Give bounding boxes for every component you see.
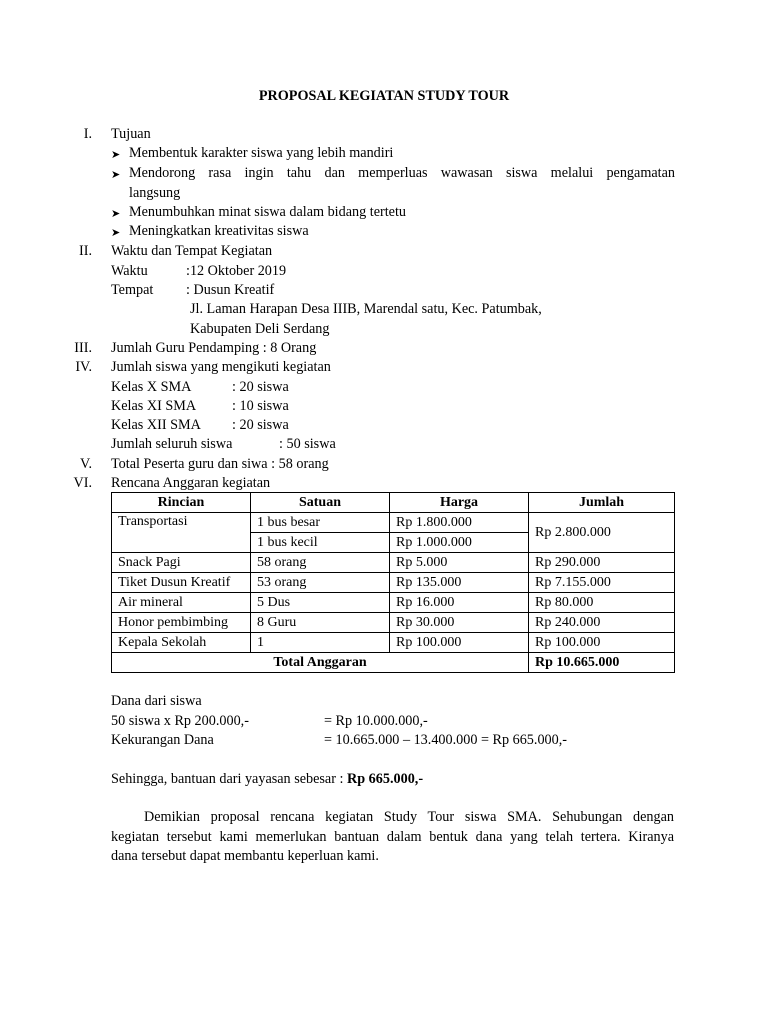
table-row bbox=[112, 633, 675, 653]
cell-harga: Rp 16.000 bbox=[390, 593, 529, 613]
arrow-bullet-icon: ➤ bbox=[111, 148, 121, 161]
waktu-label: Waktu bbox=[111, 263, 148, 279]
cell-jumlah: Rp 100.000 bbox=[529, 633, 675, 653]
section-number: III. bbox=[74, 340, 92, 356]
column-header: Jumlah bbox=[529, 493, 675, 513]
kekurangan-calc: = 10.665.000 – 13.400.000 = Rp 665.000,- bbox=[324, 732, 568, 748]
cell-harga: Rp 135.000 bbox=[390, 573, 529, 593]
cell-jumlah: Rp 240.000 bbox=[529, 613, 675, 633]
total-anggaran-label: Total Anggaran bbox=[112, 653, 529, 673]
class-value: : 10 siswa bbox=[232, 398, 289, 414]
class-label: Kelas XI SMA bbox=[111, 398, 197, 414]
table-row bbox=[112, 513, 675, 533]
cell-jumlah: Rp 80.000 bbox=[529, 593, 675, 613]
cell-harga: Rp 1.800.000 bbox=[390, 513, 529, 533]
cell-satuan: 58 orang bbox=[251, 553, 390, 573]
section-number: II. bbox=[79, 243, 92, 259]
cell-rincian: Snack Pagi bbox=[112, 553, 251, 573]
class-value: : 20 siswa bbox=[232, 417, 289, 433]
closing-line: dana tersebut dapat membantu keperluan kami. bbox=[111, 848, 379, 864]
total-participants: Total Peserta guru dan siwa : 58 orang bbox=[111, 456, 329, 472]
table-total-row bbox=[112, 653, 675, 673]
address-line: Kabupaten Deli Serdang bbox=[190, 321, 330, 337]
cell-rincian: Transportasi bbox=[112, 513, 251, 553]
cell-harga: Rp 1.000.000 bbox=[390, 533, 529, 553]
cell-rincian: Honor pembimbing bbox=[112, 613, 251, 633]
bantuan-text: Sehingga, bantuan dari yayasan sebesar : bbox=[111, 771, 347, 787]
address-line: Jl. Laman Harapan Desa IIIB, Marendal satu, Kec. Patumbak, bbox=[190, 301, 542, 317]
column-header: Satuan bbox=[251, 493, 390, 513]
total-students-value: : 50 siswa bbox=[279, 436, 336, 452]
objective-item: Menumbuhkan minat siswa dalam bidang tertetu bbox=[129, 204, 406, 220]
class-label: Kelas X SMA bbox=[111, 379, 192, 395]
objective-item-continuation: langsung bbox=[129, 185, 181, 201]
column-header: Harga bbox=[390, 493, 529, 513]
section-heading: Tujuan bbox=[111, 126, 151, 142]
arrow-bullet-icon: ➤ bbox=[111, 207, 121, 220]
section-heading: Jumlah siswa yang mengikuti kegiatan bbox=[111, 359, 331, 375]
cell-harga: Rp 100.000 bbox=[390, 633, 529, 653]
cell-jumlah: Rp 2.800.000 bbox=[529, 513, 675, 553]
cell-satuan: 1 bus kecil bbox=[251, 533, 390, 553]
section-number: V. bbox=[80, 456, 92, 472]
cell-satuan: 1 bbox=[251, 633, 390, 653]
cell-harga: Rp 5.000 bbox=[390, 553, 529, 573]
section-number: IV. bbox=[75, 359, 92, 375]
tempat-value: : Dusun Kreatif bbox=[186, 282, 275, 298]
cell-rincian: Air mineral bbox=[112, 593, 251, 613]
arrow-bullet-icon: ➤ bbox=[111, 168, 121, 181]
dana-calc-left: 50 siswa x Rp 200.000,- bbox=[111, 713, 249, 729]
table-row bbox=[112, 573, 675, 593]
dana-heading: Dana dari siswa bbox=[111, 693, 202, 709]
table-row bbox=[112, 613, 675, 633]
cell-satuan: 8 Guru bbox=[251, 613, 390, 633]
cell-rincian: Tiket Dusun Kreatif bbox=[112, 573, 251, 593]
table-row bbox=[112, 553, 675, 573]
table-header-row bbox=[112, 493, 675, 513]
section-number: VI. bbox=[73, 475, 92, 491]
document-title: PROPOSAL KEGIATAN STUDY TOUR bbox=[258, 88, 510, 104]
cell-satuan: 5 Dus bbox=[251, 593, 390, 613]
section-heading: Rencana Anggaran kegiatan bbox=[111, 475, 271, 491]
column-header: Rincian bbox=[112, 493, 251, 513]
bantuan-amount: Rp 665.000,- bbox=[347, 771, 424, 787]
class-label: Kelas XII SMA bbox=[111, 417, 201, 433]
section-heading: Waktu dan Tempat Kegiatan bbox=[111, 243, 273, 259]
cell-satuan: 53 orang bbox=[251, 573, 390, 593]
waktu-value: :12 Oktober 2019 bbox=[186, 263, 287, 279]
closing-line: kegiatan tersebut kami memerlukan bantuan dalam bentuk dana yang telah tertera. Kiranya bbox=[111, 829, 674, 845]
cell-rincian: Kepala Sekolah bbox=[112, 633, 251, 653]
budget-table bbox=[111, 492, 675, 673]
dana-calc-right: = Rp 10.000.000,- bbox=[324, 713, 428, 729]
total-students-label: Jumlah seluruh siswa bbox=[111, 436, 233, 452]
class-value: : 20 siswa bbox=[232, 379, 289, 395]
objective-item: Meningkatkan kreativitas siswa bbox=[129, 223, 309, 239]
total-anggaran-value: Rp 10.665.000 bbox=[529, 653, 675, 673]
guru-pendamping: Jumlah Guru Pendamping : 8 Orang bbox=[111, 340, 317, 356]
table-row bbox=[112, 593, 675, 613]
arrow-bullet-icon: ➤ bbox=[111, 226, 121, 239]
objective-item: Membentuk karakter siswa yang lebih mandiri bbox=[129, 145, 394, 161]
bantuan-line bbox=[111, 770, 423, 789]
section-number: I. bbox=[83, 126, 92, 142]
tempat-label: Tempat bbox=[111, 282, 154, 298]
cell-jumlah: Rp 7.155.000 bbox=[529, 573, 675, 593]
closing-line: Demikian proposal rencana kegiatan Study Tour siswa SMA. Sehubungan dengan bbox=[144, 809, 674, 825]
kekurangan-label: Kekurangan Dana bbox=[111, 732, 214, 748]
cell-jumlah: Rp 290.000 bbox=[529, 553, 675, 573]
objective-item: Mendorong rasa ingin tahu dan memperluas wawasan siswa melalui pengamatan bbox=[129, 165, 675, 181]
cell-harga: Rp 30.000 bbox=[390, 613, 529, 633]
cell-satuan: 1 bus besar bbox=[251, 513, 390, 533]
